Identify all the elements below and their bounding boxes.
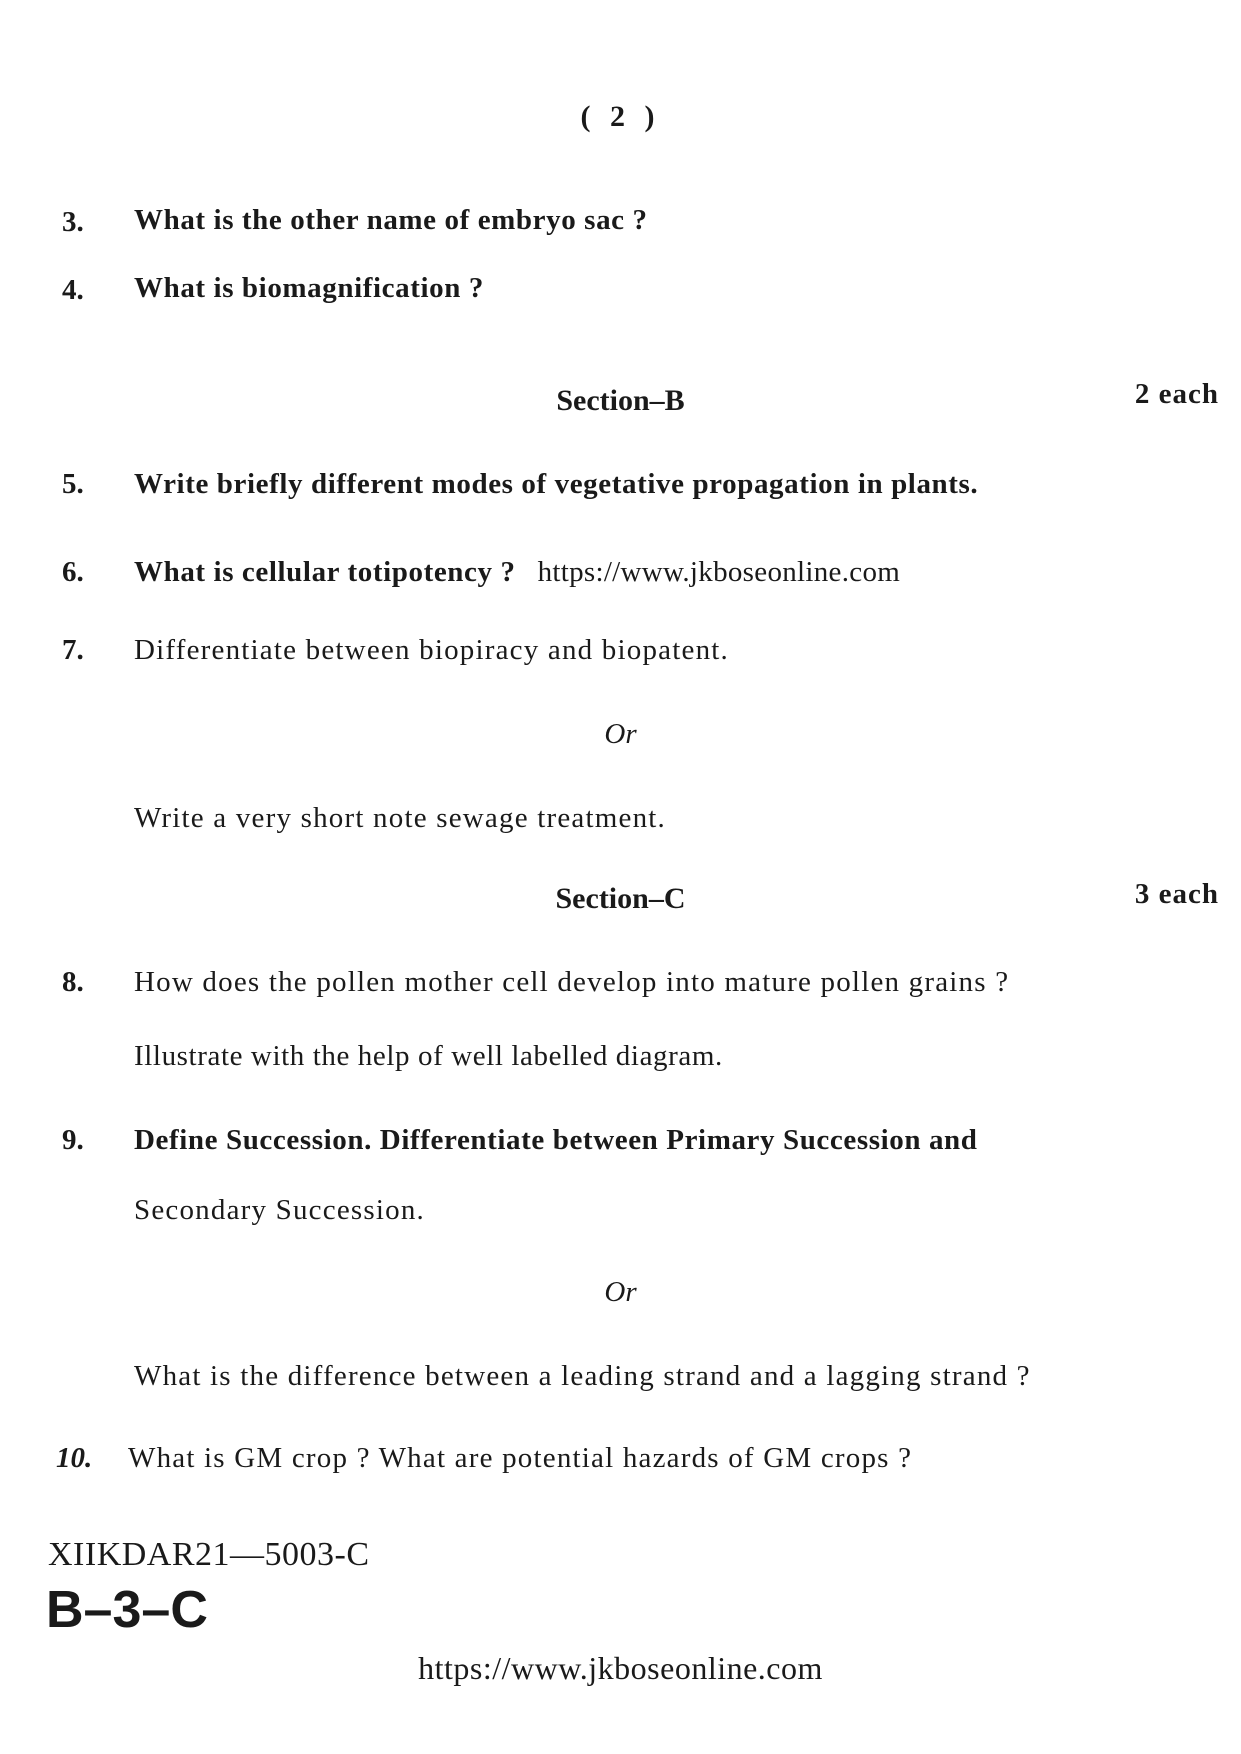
question-9-number: 9.: [62, 1124, 84, 1156]
question-6-number: 6.: [62, 556, 84, 588]
section-c-title: Section–C: [555, 882, 686, 915]
question-10-text: What is GM crop ? What are potential hazards of GM crops ?: [128, 1442, 913, 1474]
question-9-line2: Secondary Succession.: [134, 1194, 425, 1226]
section-b-title: Section–B: [556, 384, 685, 417]
question-7-number: 7.: [62, 634, 84, 666]
question-3-number: 3.: [62, 206, 84, 238]
question-8-line2: Illustrate with the help of well labelled diagram.: [134, 1040, 723, 1072]
page-number: ( 2 ): [580, 100, 661, 133]
question-8-line1: How does the pollen mother cell develop into mature pollen grains ?: [134, 966, 1010, 998]
question-4-number: 4.: [62, 274, 84, 306]
paper-series: B–3–C: [46, 1581, 208, 1639]
section-c-marks: 3 each: [1134, 878, 1219, 910]
question-6-question: What is cellular totipotency ?: [134, 556, 516, 588]
question-10-number: 10.: [56, 1442, 93, 1474]
question-6-text: [134, 556, 900, 589]
section-b-marks: 2 each: [1134, 378, 1219, 410]
or-divider-c: Or: [604, 1276, 637, 1308]
question-7-text: Differentiate between biopiracy and biopatent.: [134, 634, 729, 666]
question-5-text: Write briefly different modes of vegetative propagation in plants.: [134, 468, 979, 500]
question-7-alternative: Write a very short note sewage treatment.: [134, 802, 666, 834]
question-9-alternative: What is the difference between a leading strand and a lagging strand ?: [134, 1360, 1031, 1392]
question-3-text: What is the other name of embryo sac ?: [134, 204, 648, 236]
question-6-url: https://www.jkboseonline.com: [537, 556, 901, 588]
question-4-text: What is biomagnification ?: [134, 272, 484, 304]
question-8-number: 8.: [62, 966, 84, 998]
footer-url: https://www.jkboseonline.com: [418, 1650, 823, 1686]
paper-code: XIIKDAR21—5003-C: [48, 1536, 370, 1573]
question-9-line1: Define Succession. Differentiate between Primary Succession and: [134, 1124, 978, 1156]
or-divider-b: Or: [604, 718, 637, 750]
question-5-number: 5.: [62, 468, 84, 500]
